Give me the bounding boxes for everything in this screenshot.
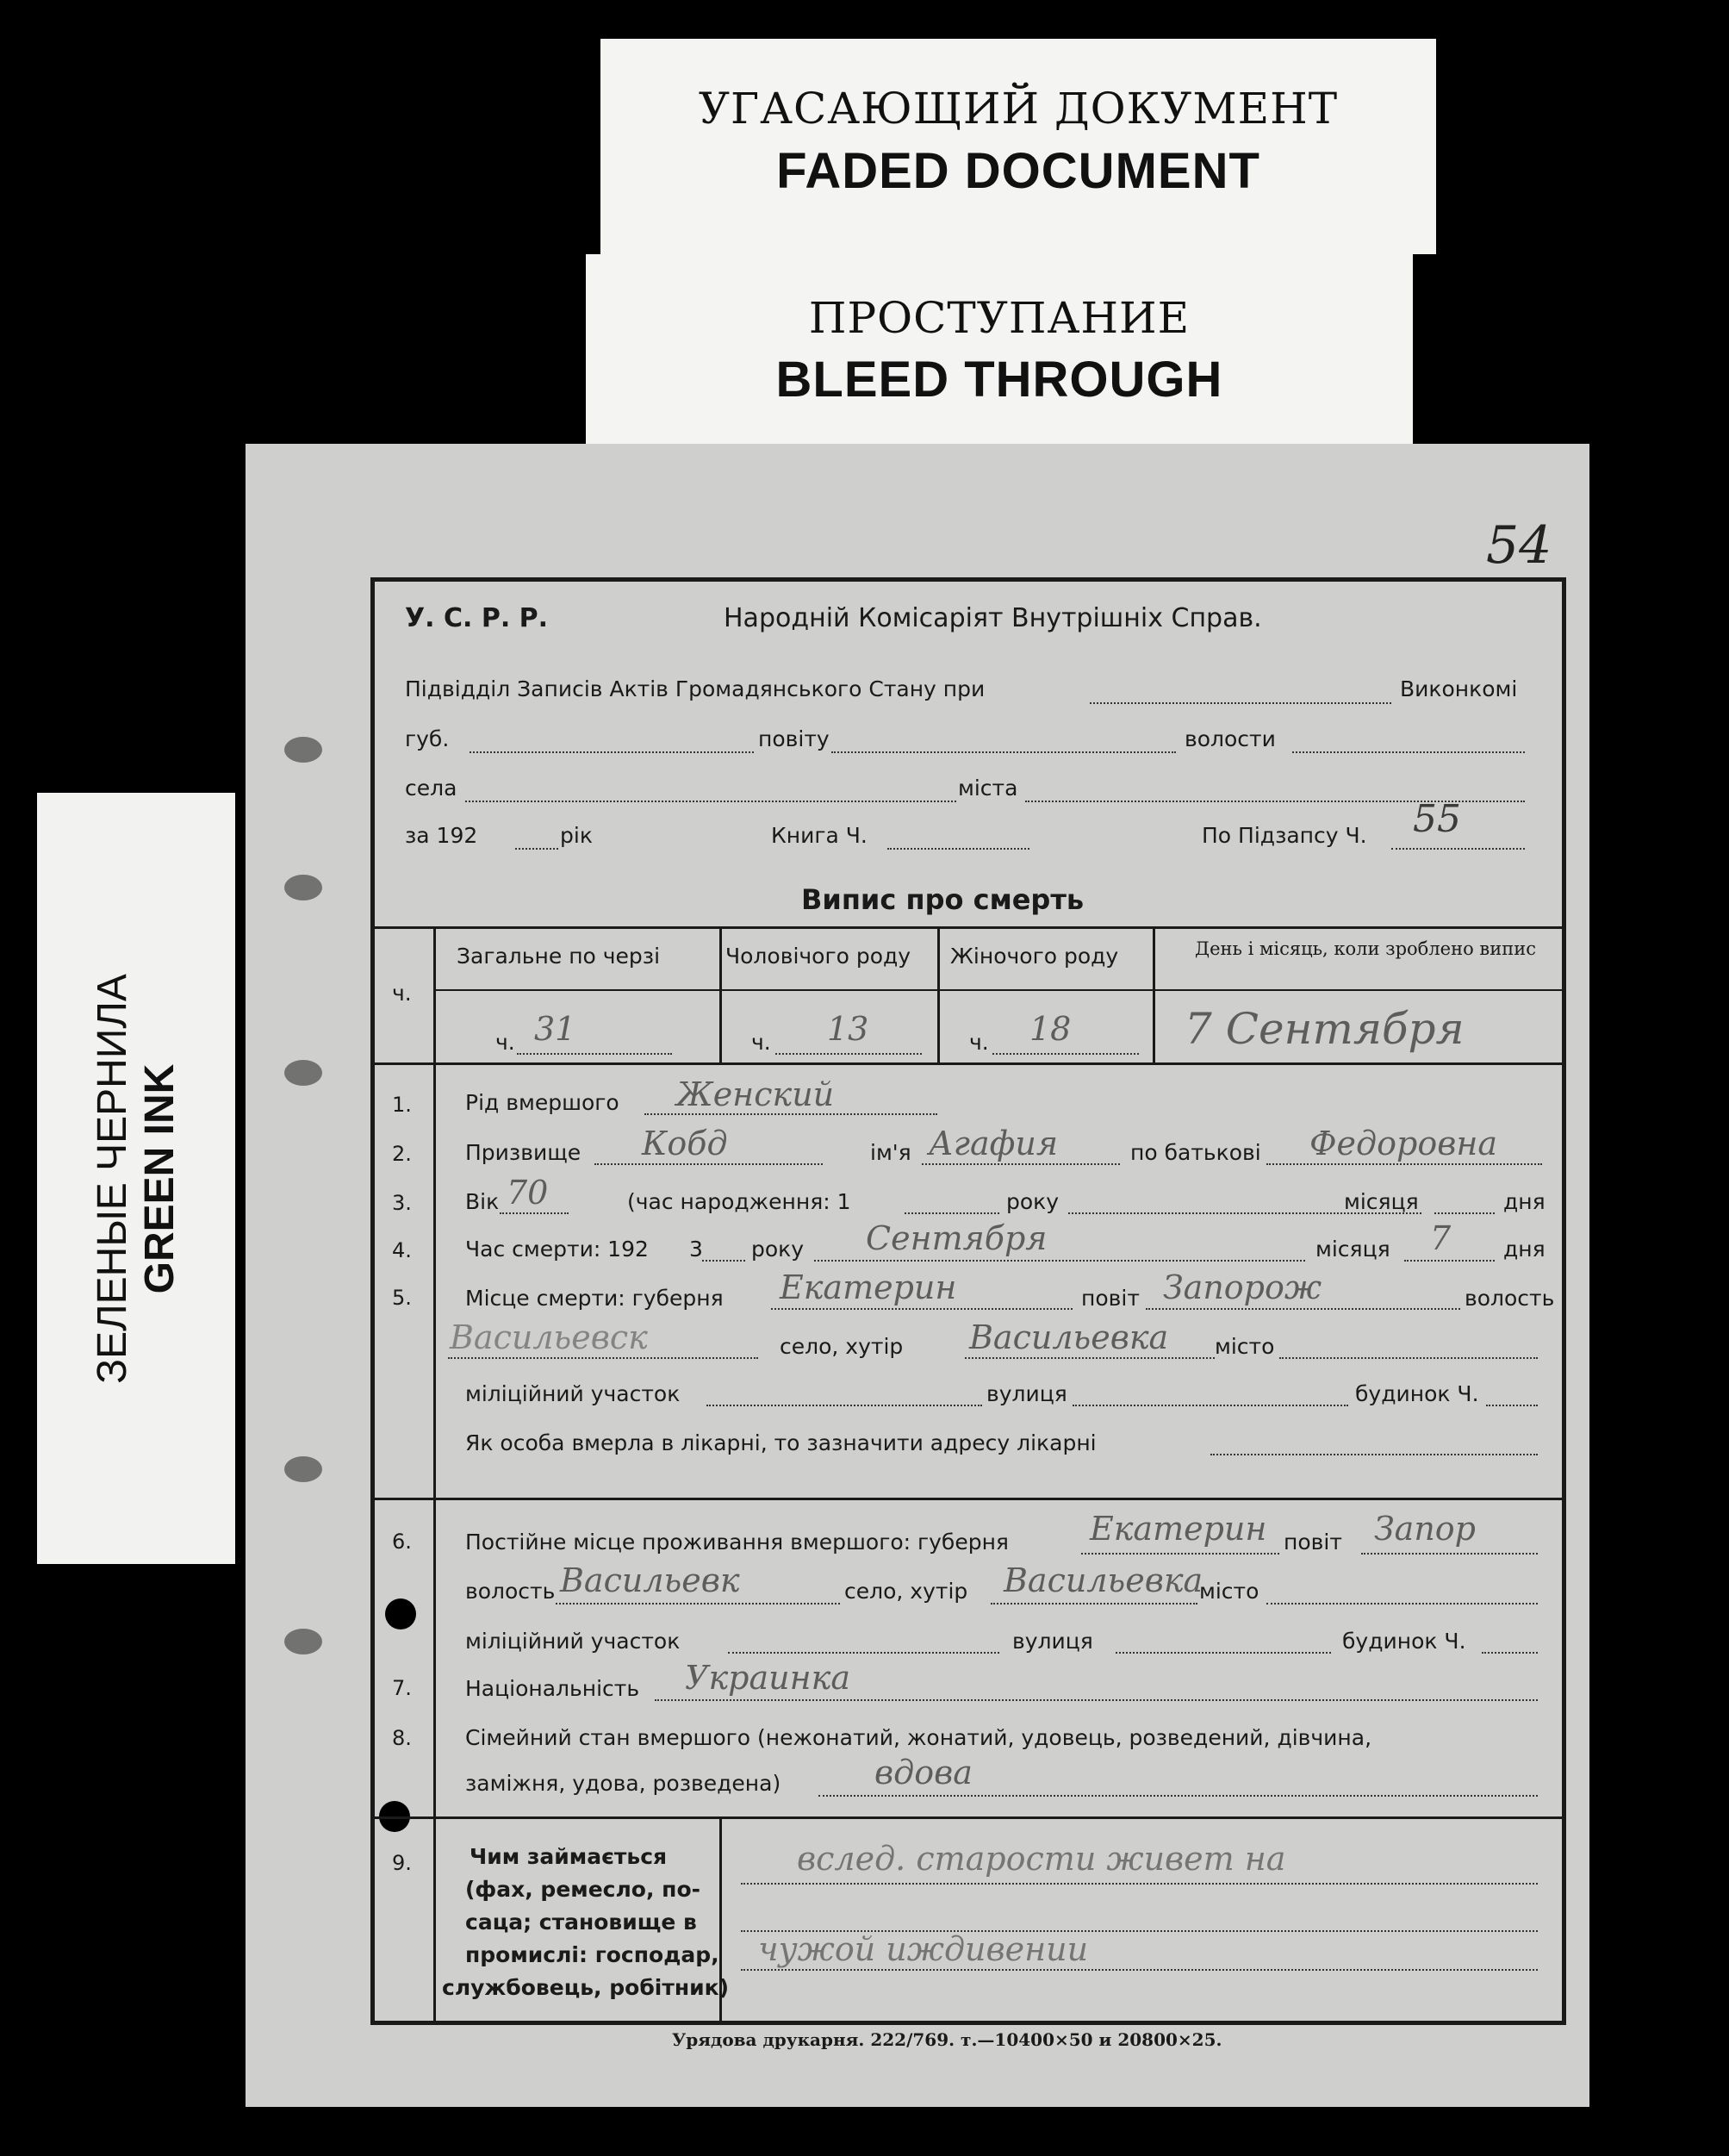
selo-value: Васильевка (969, 1318, 1169, 1356)
postiyne-povit-value: Запор (1374, 1510, 1477, 1548)
misce-gub-value: Екатерин (780, 1268, 957, 1306)
faded-label-en: FADED DOCUMENT (776, 143, 1260, 199)
chas-smerti-year: 3 (689, 1237, 703, 1262)
row-number: 7. (392, 1676, 412, 1700)
selo-khutir-label: село, хутір (780, 1334, 904, 1359)
row-number: 8. (392, 1726, 412, 1750)
simeinyi-label2: заміжня, удова, розведена) (465, 1771, 781, 1796)
smerti-day-value: 7 (1430, 1219, 1452, 1257)
male-ch: ч. (751, 1030, 771, 1055)
col-general: Загальне по черзі (457, 944, 661, 969)
misce-smerti-label: Місце смерти: губерня (465, 1286, 724, 1311)
zaimaetsya-value2: чужой иждивении (758, 1930, 1089, 1968)
volost-label: волость (1465, 1286, 1555, 1311)
form-title: Випис про смерть (801, 883, 1085, 916)
militsiynyi2-label: міліційний участок (465, 1629, 681, 1654)
chas-smerti-label: Час смерти: 192 (465, 1237, 649, 1262)
povit3-label: повіт (1284, 1530, 1342, 1555)
natsionalnist-value: Украинка (685, 1659, 850, 1697)
natsionalnist-label: Національність (465, 1676, 640, 1701)
zaimaetsya-line: саца; становище в (465, 1910, 697, 1935)
pidzapys-label: По Підзапсу Ч. (1202, 823, 1367, 848)
republic: У. С. Р. Р. (405, 603, 549, 633)
bleed-label-en: BLEED THROUGH (775, 352, 1223, 408)
punch-mark (284, 1060, 322, 1086)
dnya-label: дня (1503, 1189, 1546, 1214)
povit-label: повіту (758, 726, 830, 751)
gub-label: губ. (405, 726, 450, 751)
punch-mark (284, 1456, 322, 1482)
rid-value: Женский (676, 1075, 835, 1113)
punch-mark (284, 875, 322, 900)
general-ch: ч. (495, 1030, 515, 1055)
row-number: 6. (392, 1530, 412, 1554)
punch-mark (284, 1629, 322, 1654)
knyha-label: Книга Ч. (771, 823, 868, 848)
green-label-ru: ЗЕЛЕНЫЕ ЧЕРНИЛА (90, 973, 135, 1384)
bleed-label-ru: ПРОСТУПАНИЕ (808, 293, 1191, 343)
bleed-through-label (586, 254, 1413, 452)
zaimaetsya-line: промислі: господар, (465, 1942, 719, 1967)
likarnya-label: Як особа вмерла в лікарні, то зазначити адресу лікарні (465, 1430, 1097, 1455)
selo2-value: Васильевка (1004, 1561, 1203, 1599)
pryzvyshche-label: Призвище (465, 1140, 582, 1165)
row-number: 5. (392, 1286, 412, 1310)
row-number: 1. (392, 1093, 412, 1117)
ministry: Народній Комісаріят Внутрішніх Справ. (724, 603, 1262, 633)
general-value: 31 (534, 1010, 576, 1048)
col-ch: ч. (392, 981, 412, 1006)
simeinyi-value: вдова (874, 1754, 973, 1791)
dnya2-label: дня (1503, 1237, 1546, 1262)
date-value: 7 Сентября (1185, 1004, 1465, 1054)
volost2-value: Васильевк (560, 1561, 740, 1599)
rik-label: рік (560, 823, 593, 848)
faded-label-ru: УГАСАЮЩИЙ ДОКУМЕНТ (698, 84, 1339, 134)
militsiynyi-label: міліційний участок (465, 1381, 681, 1406)
row-number: 9. (392, 1851, 412, 1875)
green-ink-label (37, 793, 235, 1564)
punch-mark (284, 737, 322, 763)
volosti-label: волости (1185, 726, 1276, 751)
selo-khutir2-label: село, хутір (844, 1579, 968, 1604)
vik-value: 70 (507, 1174, 549, 1212)
postiyne-gub-value: Екатерин (1090, 1510, 1267, 1548)
row-number: 2. (392, 1142, 412, 1166)
zaimaetsya-line: (фах, ремесло, по- (465, 1877, 700, 1902)
narodzhennya-label: (час народження: 1 (627, 1189, 851, 1214)
vulytsya2-label: вулиця (1012, 1629, 1093, 1654)
budynok2-label: будинок Ч. (1342, 1629, 1466, 1654)
pryzvyshche-value: Кобд (642, 1125, 728, 1162)
male-value: 13 (827, 1010, 869, 1048)
female-value: 18 (1029, 1010, 1072, 1048)
smerti-month-value: Сентября (866, 1219, 1048, 1257)
faded-document-label (600, 39, 1436, 254)
za-rik-label: за 192 (405, 823, 478, 848)
mista-label: міста (958, 776, 1018, 801)
female-ch: ч. (969, 1030, 989, 1055)
pobatkovi-value: Федоровна (1309, 1125, 1497, 1162)
postiyne-label: Постійне місце проживання вмершого: губерня (465, 1530, 1009, 1555)
executive-label: Виконкомі (1400, 676, 1518, 701)
roku-label: року (1006, 1189, 1060, 1214)
misyatsya-label: місяця (1344, 1189, 1419, 1214)
zaimaetsya-line: Чим займається (470, 1844, 668, 1869)
misce-povit-value: Запорож (1163, 1268, 1322, 1306)
printer-footer: Урядова друкарня. 222/769. т.—10400×50 и 20800×25. (672, 2029, 1222, 2050)
rid-label: Рід вмершого (465, 1090, 619, 1115)
subdivision-label: Підвідділ Записів Актів Громадянського Стану при (405, 676, 986, 701)
zaimaetsya-value1: вслед. старости живет на (797, 1840, 1286, 1878)
misto2-label: місто (1199, 1579, 1259, 1604)
row-number: 3. (392, 1191, 412, 1215)
row-number: 4. (392, 1238, 412, 1262)
zaimaetsya-line: службовець, робітник) (442, 1975, 730, 2000)
budynok-label: будинок Ч. (1355, 1381, 1479, 1406)
pidzapys-value: 55 (1413, 797, 1461, 841)
col-female: Жіночого роду (950, 944, 1119, 969)
roku2-label: року (751, 1237, 805, 1262)
vik-label: Вік (465, 1189, 500, 1214)
misto-label: місто (1215, 1334, 1275, 1359)
sela-label: села (405, 776, 457, 801)
volost-value: Васильевск (450, 1318, 648, 1356)
col-male: Чоловічого роду (725, 944, 911, 969)
pobatkovi-label: по батькові (1130, 1140, 1261, 1165)
green-label-en: GREEN INK (137, 1063, 183, 1293)
page-number: 54 (1486, 515, 1552, 576)
col-date: День і місяць, коли зроблено випис (1195, 938, 1536, 959)
misyatsya2-label: місяця (1315, 1237, 1390, 1262)
imya-label: ім'я (870, 1140, 911, 1165)
vulytsya-label: вулиця (986, 1381, 1067, 1406)
simeinyi-label: Сімейний стан вмершого (нежонатий, жонатий, удовець, розведений, дівчина, (465, 1725, 1372, 1750)
povit2-label: повіт (1081, 1286, 1140, 1311)
volost2-label: волость (465, 1579, 556, 1604)
imya-value: Агафия (929, 1125, 1059, 1162)
